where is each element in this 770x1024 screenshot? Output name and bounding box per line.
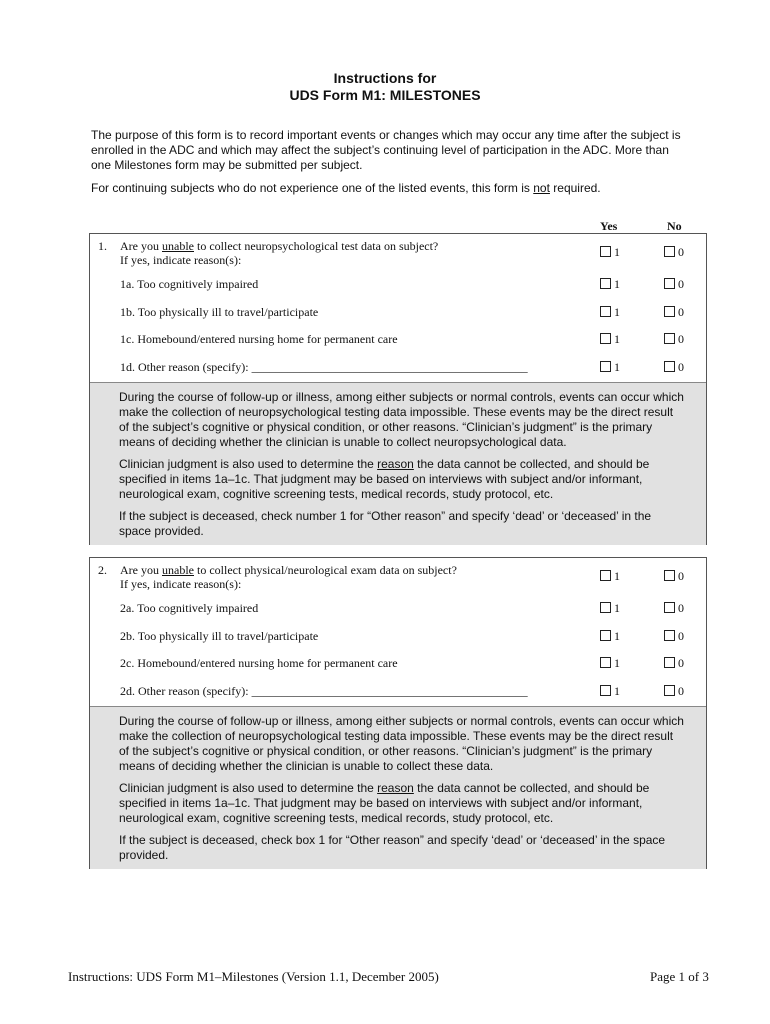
item-1b-no-checkbox[interactable]	[664, 305, 684, 320]
checkbox-square-icon	[664, 306, 675, 317]
note-1-p2-post: the data cannot be collected, and should be specified in items 1a–1c. That judgment may be based on interviews with subject and/or informant, neurological exam, cognitive screening tests, medical records, study protocol, etc.	[119, 457, 650, 501]
checkbox-square-icon	[600, 361, 611, 372]
item-1a-yes-checkbox[interactable]	[600, 277, 620, 292]
checkbox-value-no: 0	[678, 245, 684, 259]
checkbox-square-icon	[600, 278, 611, 289]
checkbox-square-icon	[600, 306, 611, 317]
checkbox-value-yes: 1	[614, 684, 620, 698]
item-2d-no-checkbox[interactable]	[664, 684, 684, 699]
checkbox-value-yes: 1	[614, 305, 620, 319]
checkbox-square-icon	[600, 333, 611, 344]
footer-page-number: Page 1 of 3	[650, 969, 709, 984]
item-2a-label: 2a. Too cognitively impaired	[120, 601, 259, 615]
item-1c-no-checkbox[interactable]	[664, 332, 684, 347]
item-1b-label: 1b. Too physically ill to travel/participate	[120, 305, 319, 319]
note-2-p2-pre: Clinician judgment is also used to determine the	[119, 781, 378, 795]
note-1-paragraph-2	[119, 457, 684, 502]
intro-requirement-pre: For continuing subjects who do not experience one of the listed events, this form is	[91, 181, 534, 195]
item-2a-yes-checkbox[interactable]	[600, 601, 620, 616]
checkbox-square-icon	[600, 570, 611, 581]
checkbox-value-no: 0	[678, 332, 684, 346]
checkbox-value-yes: 1	[614, 245, 620, 259]
checkbox-value-no: 0	[678, 569, 684, 583]
question-1-yes-checkbox[interactable]	[600, 245, 620, 260]
checkbox-square-icon	[600, 657, 611, 668]
checkbox-square-icon	[664, 657, 675, 668]
checkbox-square-icon	[664, 333, 675, 344]
question-1-text-line-2: If yes, indicate reason(s):	[120, 253, 242, 267]
question-2-no-checkbox[interactable]	[664, 569, 684, 584]
item-1b-yes-checkbox[interactable]	[600, 305, 620, 320]
item-1a-no-checkbox[interactable]	[664, 277, 684, 292]
question-1-guidance-note	[90, 382, 706, 545]
checkbox-square-icon	[664, 602, 675, 613]
question-2-text-emphasis: unable	[162, 563, 194, 577]
checkbox-value-yes: 1	[614, 629, 620, 643]
checkbox-value-no: 0	[678, 277, 684, 291]
item-1c-yes-checkbox[interactable]	[600, 332, 620, 347]
note-2-p2-emphasis: reason	[377, 781, 414, 795]
question-2-text	[120, 563, 570, 591]
checkbox-value-yes: 1	[614, 332, 620, 346]
column-header-no: No	[667, 219, 682, 233]
question-2-text-post: to collect physical/neurological exam data on subject?	[194, 563, 457, 577]
question-2-yes-checkbox[interactable]	[600, 569, 620, 584]
item-1c-label: 1c. Homebound/entered nursing home for permanent care	[120, 332, 398, 346]
intro-requirement-emphasis: not	[533, 181, 550, 195]
item-2b-label: 2b. Too physically ill to travel/participate	[120, 629, 319, 643]
checkbox-square-icon	[600, 685, 611, 696]
question-2-number: 2.	[98, 563, 107, 577]
column-header-yes: Yes	[600, 219, 618, 233]
item-2b-no-checkbox[interactable]	[664, 629, 684, 644]
checkbox-square-icon	[664, 246, 675, 257]
question-1-text-pre: Are you	[120, 239, 162, 253]
checkbox-square-icon	[664, 630, 675, 641]
intro-paragraph: The purpose of this form is to record important events or changes which may occur any time after the subject is enrolled in the ADC and which may affect the subject’s continuing level of participation in the ADC. More than one Milestones form may be submitted per subject.	[91, 128, 681, 172]
checkbox-value-no: 0	[678, 656, 684, 670]
checkbox-value-no: 0	[678, 360, 684, 374]
checkbox-value-no: 0	[678, 601, 684, 615]
checkbox-square-icon	[600, 630, 611, 641]
question-2-section	[89, 557, 707, 869]
item-2c-yes-checkbox[interactable]	[600, 656, 620, 671]
item-2d-label[interactable]: 2d. Other reason (specify): ______________________________________________	[120, 684, 528, 698]
note-2-paragraph-1: During the course of follow-up or illness, among either subjects or normal controls, events can occur which make the collection of neuropsychological testing data impossible. These events may be the direct result of the subject’s cognitive or physical condition, or other reasons. “Clinician’s judgment” is the primary means of deciding whether the clinician is unable to collect these data.	[119, 714, 684, 773]
intro-requirement-post: required.	[549, 181, 601, 195]
question-1-number: 1.	[98, 239, 107, 253]
question-1-section	[89, 233, 707, 545]
checkbox-value-yes: 1	[614, 277, 620, 291]
title-line-1: Instructions for	[333, 70, 437, 86]
item-2a-no-checkbox[interactable]	[664, 601, 684, 616]
checkbox-square-icon	[664, 570, 675, 581]
note-2-p2-post: the data cannot be collected, and should be specified in items 1a–1c. That judgment may be based on interviews with subject and/or informant, neurological exam, cognitive screening tests, medical records, study protocol, etc.	[119, 781, 650, 825]
note-2-paragraph-2	[119, 781, 684, 826]
item-1d-no-checkbox[interactable]	[664, 360, 684, 375]
question-1-text-post: to collect neuropsychological test data on subject?	[194, 239, 439, 253]
checkbox-value-no: 0	[678, 305, 684, 319]
question-1-no-checkbox[interactable]	[664, 245, 684, 260]
item-2b-yes-checkbox[interactable]	[600, 629, 620, 644]
item-1d-label[interactable]: 1d. Other reason (specify): ______________________________________________	[120, 360, 528, 374]
question-2-guidance-note	[90, 706, 706, 869]
checkbox-square-icon	[600, 246, 611, 257]
question-2-text-line-2: If yes, indicate reason(s):	[120, 577, 242, 591]
checkbox-value-yes: 1	[614, 360, 620, 374]
note-1-p2-emphasis: reason	[377, 457, 414, 471]
checkbox-value-yes: 1	[614, 656, 620, 670]
note-1-p2-pre: Clinician judgment is also used to determine the	[119, 457, 378, 471]
intro-requirement-note	[91, 181, 681, 196]
checkbox-value-no: 0	[678, 629, 684, 643]
item-2c-label: 2c. Homebound/entered nursing home for permanent care	[120, 656, 398, 670]
item-1d-yes-checkbox[interactable]	[600, 360, 620, 375]
note-2-paragraph-3: If the subject is deceased, check box 1 for “Other reason” and specify ‘dead’ or ‘deceased’ in the space provided.	[119, 833, 666, 862]
item-2d-yes-checkbox[interactable]	[600, 684, 620, 699]
footer-document-info: Instructions: UDS Form M1–Milestones (Version 1.1, December 2005)	[68, 969, 439, 984]
page-title	[0, 70, 770, 104]
item-2c-no-checkbox[interactable]	[664, 656, 684, 671]
question-2-text-pre: Are you	[120, 563, 162, 577]
checkbox-square-icon	[664, 685, 675, 696]
title-line-2: UDS Form M1: MILESTONES	[289, 87, 481, 103]
question-1-text-emphasis: unable	[162, 239, 194, 253]
item-1a-label: 1a. Too cognitively impaired	[120, 277, 259, 291]
note-1-paragraph-1: During the course of follow-up or illness, among either subjects or normal controls, events can occur which make the collection of neuropsychological testing data impossible. These events may be the direct result of the subject’s cognitive or physical condition, or other reasons. “Clinician’s judgment” is the primary means of deciding whether the clinician is unable to collect neuropsychological data.	[119, 390, 684, 449]
checkbox-square-icon	[600, 602, 611, 613]
checkbox-value-yes: 1	[614, 601, 620, 615]
checkbox-value-yes: 1	[614, 569, 620, 583]
checkbox-square-icon	[664, 361, 675, 372]
note-1-paragraph-3: If the subject is deceased, check number 1 for “Other reason” and specify ‘dead’ or ‘deceased’ in the space provided.	[119, 509, 652, 538]
checkbox-square-icon	[664, 278, 675, 289]
checkbox-value-no: 0	[678, 684, 684, 698]
question-1-text	[120, 239, 570, 267]
